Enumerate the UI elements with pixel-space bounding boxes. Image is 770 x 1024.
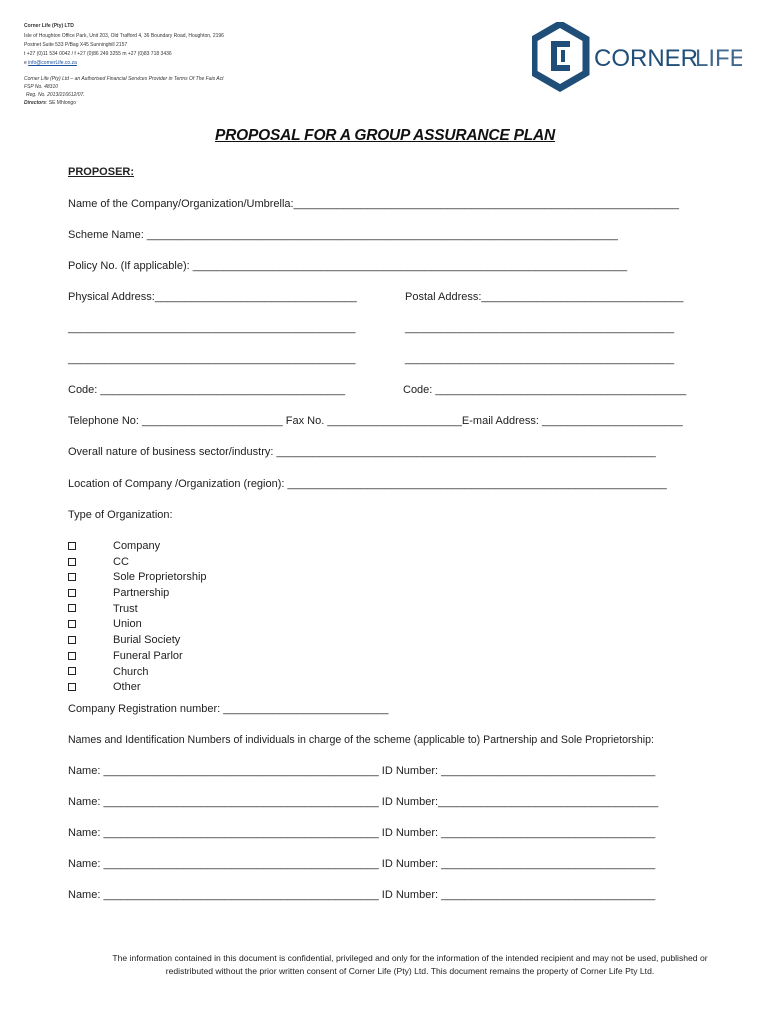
checkbox-funeral-parlor[interactable] (68, 652, 76, 660)
checkbox-company[interactable] (68, 542, 76, 550)
directors-label: Directors (24, 100, 46, 106)
checkbox-union[interactable] (68, 620, 76, 628)
company-header-address: Isle of Houghton Office Park, Unit 203, Old Trafford 4, 36 Boundary Road, Houghton, 2196 (24, 33, 224, 39)
individuals-heading: Names and Identification Numbers of individuals in charge of the scheme (applicable to) Partnership and Sole Proprietorship: (68, 734, 654, 746)
individual-row[interactable]: Name: _____________________________________________ ID Number: ___________________________________ (68, 827, 656, 839)
checkbox-label: Company (113, 540, 161, 552)
registration-number: Reg. No. 2013/216612/07. (26, 92, 85, 98)
postal-address-line-3[interactable]: ____________________________________________ (405, 353, 675, 365)
checkbox-burial-society[interactable] (68, 636, 76, 644)
proposer-heading: PROPOSER: (68, 166, 135, 178)
postal-address-field[interactable]: Postal Address:_________________________________ (405, 291, 684, 303)
contact-details-field[interactable]: Telephone No: _______________________ Fax No. ______________________E-mail Address: _______________________ (68, 415, 683, 427)
individual-row[interactable]: Name: _____________________________________________ ID Number:____________________________________ (68, 796, 659, 808)
checkbox-label: Partnership (113, 587, 170, 599)
corner-life-logo (532, 22, 742, 92)
policy-number-field[interactable]: Policy No. (If applicable): _______________________________________________________________________ (68, 260, 628, 272)
physical-address-line-2[interactable]: _______________________________________________ (68, 322, 356, 334)
checkbox-partnership[interactable] (68, 589, 76, 597)
logo-text-life: LIFE (695, 45, 742, 72)
confidentiality-footer (70, 952, 750, 978)
individual-row[interactable]: Name: _____________________________________________ ID Number: ___________________________________ (68, 889, 656, 901)
checkbox-trust[interactable] (68, 604, 76, 612)
checkbox-church[interactable] (68, 667, 76, 675)
business-nature-field[interactable]: Overall nature of business sector/industry: ______________________________________________________________ (68, 446, 656, 458)
directors-line (24, 99, 76, 107)
checkbox-sole-proprietorship[interactable] (68, 573, 76, 581)
fsp-number: FSP No. 48310 (24, 84, 59, 90)
company-header-phones: t +27 (0)11 534 0042 / f +27 (0)86 249 3255 m +27 (0)83 718 3436 (24, 51, 172, 57)
checkbox-other[interactable] (68, 683, 76, 691)
individual-row[interactable]: Name: _____________________________________________ ID Number: ___________________________________ (68, 858, 656, 870)
email-prefix: e (24, 60, 27, 66)
checkbox-label: Funeral Parlor (113, 650, 183, 662)
physical-address-field[interactable]: Physical Address:_________________________________ (68, 291, 357, 303)
footer-line-1: The information contained in this document is confidential, privileged and only for the information of the intended recipient and may not be used, published or (112, 953, 708, 963)
footer-line-2: redistributed without the prior written consent of Corner Life (Pty) Ltd. This document remains the property of Corner Life Pty Ltd. (165, 966, 655, 976)
checkbox-label: Sole Proprietorship (113, 571, 207, 583)
company-header-postal: Postnet Suite 533 P/Bag X45 Sunninghill 2157 (24, 42, 128, 48)
checkbox-cc[interactable] (68, 558, 76, 566)
checkbox-label: Other (113, 681, 141, 693)
organization-type-label: Type of Organization: (68, 509, 173, 521)
fsp-statement: Corner Life (Pty) Ltd – an Authorised Financial Services Provider in Terms Of The Fais Act (24, 76, 224, 82)
postal-code-field[interactable]: Code: _________________________________________ (403, 384, 687, 396)
company-header-name: Corner Life (Pty) LTD (24, 23, 74, 29)
document-title: PROPOSAL FOR A GROUP ASSURANCE PLAN (214, 127, 556, 144)
logo-hexagon-icon (532, 22, 742, 92)
checkbox-label: Church (113, 666, 149, 678)
company-email-link[interactable]: info@cornerLife.co.za (28, 60, 77, 66)
scheme-name-field[interactable]: Scheme Name: _____________________________________________________________________________ (68, 229, 618, 241)
individual-row[interactable]: Name: _____________________________________________ ID Number: ___________________________________ (68, 765, 656, 777)
directors-name: : SE Mhlongo (45, 100, 76, 106)
physical-code-field[interactable]: Code: ________________________________________ (68, 384, 346, 396)
checkbox-label: Union (113, 618, 142, 630)
physical-address-line-3[interactable]: _______________________________________________ (68, 353, 356, 365)
postal-address-line-2[interactable]: ____________________________________________ (405, 322, 675, 334)
company-header-email-line (24, 59, 77, 67)
checkbox-label: Burial Society (113, 634, 181, 646)
company-name-field[interactable]: Name of the Company/Organization/Umbrella:_______________________________________________________________ (68, 198, 680, 210)
location-field[interactable]: Location of Company /Organization (region): ______________________________________________________________ (68, 478, 667, 490)
company-registration-field[interactable]: Company Registration number: ___________________________ (68, 703, 389, 715)
checkbox-label: CC (113, 556, 129, 568)
checkbox-label: Trust (113, 603, 138, 615)
logo-text-corner: CORNER (594, 45, 699, 72)
